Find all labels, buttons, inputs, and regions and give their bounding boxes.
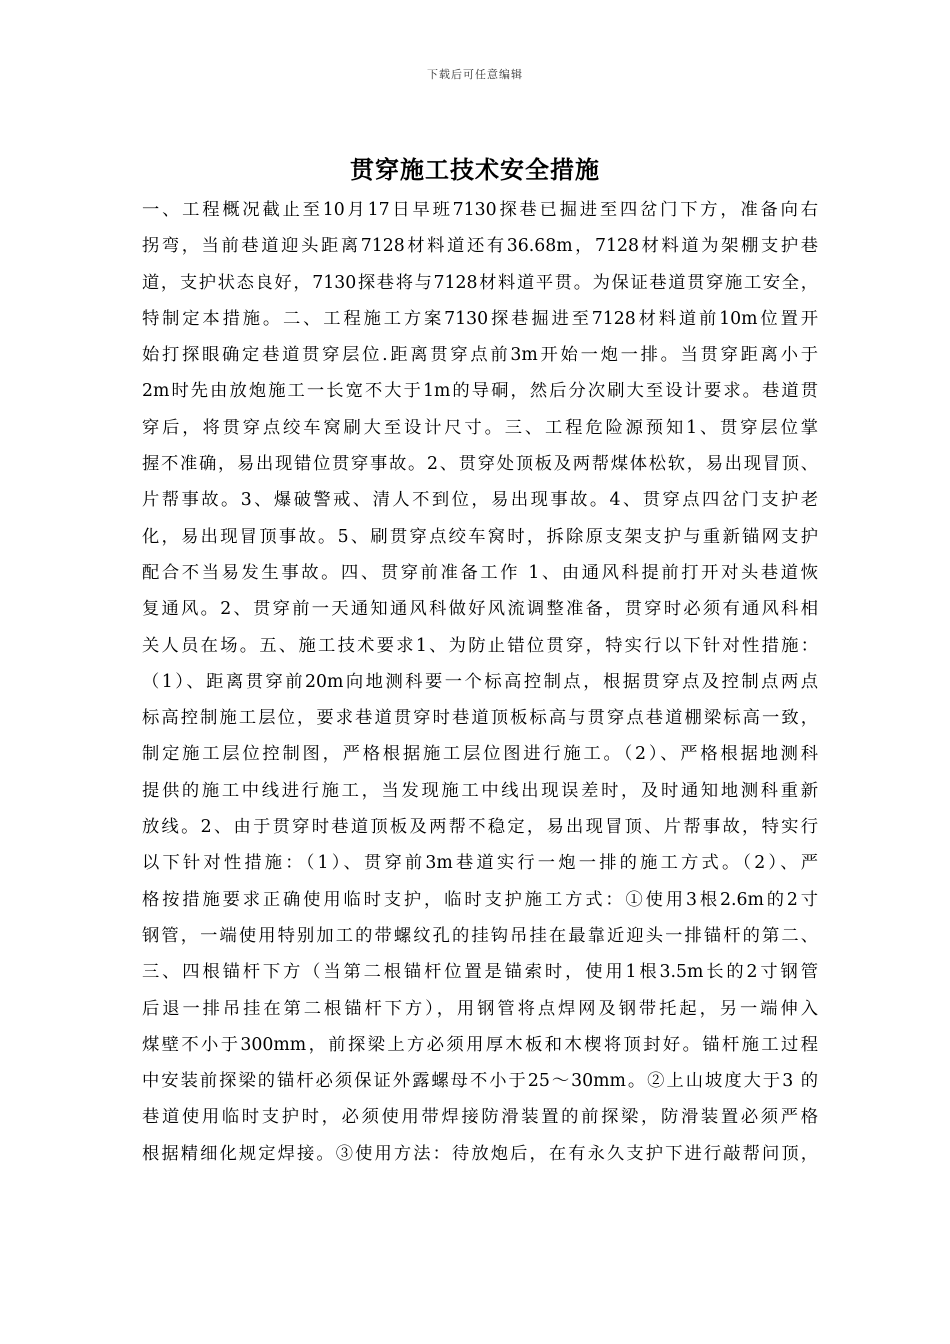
document-title: 贯穿施工技术安全措施 xyxy=(350,155,600,184)
body-line: 片帮事故。3、爆破警戒、清人不到位，易出现事故。4、贯穿点四岔门支护老 xyxy=(142,490,818,511)
body-line: 复通风。2、贯穿前一天通知通风科做好风流调整准备，贯穿时必须有通风科相 xyxy=(142,599,818,620)
body-line: 标高控制施工层位，要求巷道贯穿时巷道顶板标高与贯穿点巷道棚梁标高一致， xyxy=(142,708,818,729)
body-line: 放线。2、由于贯穿时巷道顶板及两帮不稳定，易出现冒顶、片帮事故，特实行 xyxy=(142,817,818,838)
body-line: 拐弯，当前巷道迎头距离7128材料道还有36.68m，7128材料道为架棚支护巷 xyxy=(142,236,818,257)
body-line: （1）、距离贯穿前20m向地测科要一个标高控制点，根据贯穿点及控制点两点 xyxy=(142,671,818,692)
body-line: 化，易出现冒顶事故。5、刷贯穿点绞车窝时，拆除原支架支护与重新锚网支护 xyxy=(142,526,818,547)
header-note: 下载后可任意编辑 xyxy=(427,68,523,81)
body-line: 三、四根锚杆下方（当第二根锚杆位置是锚索时，使用1根3.5m长的2寸钢管 xyxy=(142,962,818,983)
body-line: 格按措施要求正确使用临时支护，临时支护施工方式：①使用3根2.6m的2寸 xyxy=(142,889,818,910)
body-line: 握不准确，易出现错位贯穿事故。2、贯穿处顶板及两帮煤体松软，易出现冒顶、 xyxy=(142,454,818,475)
body-line: 一、工程概况截止至10月17日早班7130探巷已掘进至四岔门下方，准备向右 xyxy=(142,200,818,220)
document-body xyxy=(142,192,818,1172)
body-line: 关人员在场。五、施工技术要求1、为防止错位贯穿，特实行以下针对性措施： xyxy=(142,635,818,656)
body-line: 煤壁不小于300mm，前探梁上方必须用厚木板和木楔将顶封好。锚杆施工过程 xyxy=(142,1034,818,1055)
body-line: 钢管，一端使用特别加工的带螺纹孔的挂钩吊挂在最靠近迎头一排锚杆的第二、 xyxy=(142,925,818,946)
body-line: 后退一排吊挂在第二根锚杆下方），用钢管将点焊网及钢带托起，另一端伸入 xyxy=(142,998,818,1019)
body-line: 中安装前探梁的锚杆必须保证外露螺母不小于25～30mm。②上山坡度大于3 的 xyxy=(142,1071,818,1092)
body-line: 2m时先由放炮施工一长宽不大于1m的导硐，然后分次刷大至设计要求。巷道贯 xyxy=(142,381,818,402)
body-line: 始打探眼确定巷道贯穿层位.距离贯穿点前3m开始一炮一排。当贯穿距离小于 xyxy=(142,345,818,366)
body-line: 提供的施工中线进行施工，当发现施工中线出现误差时，及时通知地测科重新 xyxy=(142,780,818,801)
body-line: 巷道使用临时支护时，必须使用带焊接防滑装置的前探梁，防滑装置必须严格 xyxy=(142,1107,818,1128)
body-line: 制定施工层位控制图，严格根据施工层位图进行施工。（2）、严格根据地测科 xyxy=(142,744,818,765)
body-line: 以下针对性措施：（1）、贯穿前3m巷道实行一炮一排的施工方式。（2）、严 xyxy=(142,853,818,874)
body-line: 配合不当易发生事故。四、贯穿前准备工作 1、由通风科提前打开对头巷道恢 xyxy=(142,562,818,583)
body-line: 穿后，将贯穿点绞车窝刷大至设计尺寸。三、工程危险源预知1、贯穿层位掌 xyxy=(142,417,818,438)
body-line: 道，支护状态良好，7130探巷将与7128材料道平贯。为保证巷道贯穿施工安全， xyxy=(142,272,818,293)
body-line: 特制定本措施。二、工程施工方案7130探巷掘进至7128材料道前10m位置开 xyxy=(142,308,818,329)
body-line: 根据精细化规定焊接。③使用方法：待放炮后，在有永久支护下进行敲帮问顶， xyxy=(142,1143,818,1164)
